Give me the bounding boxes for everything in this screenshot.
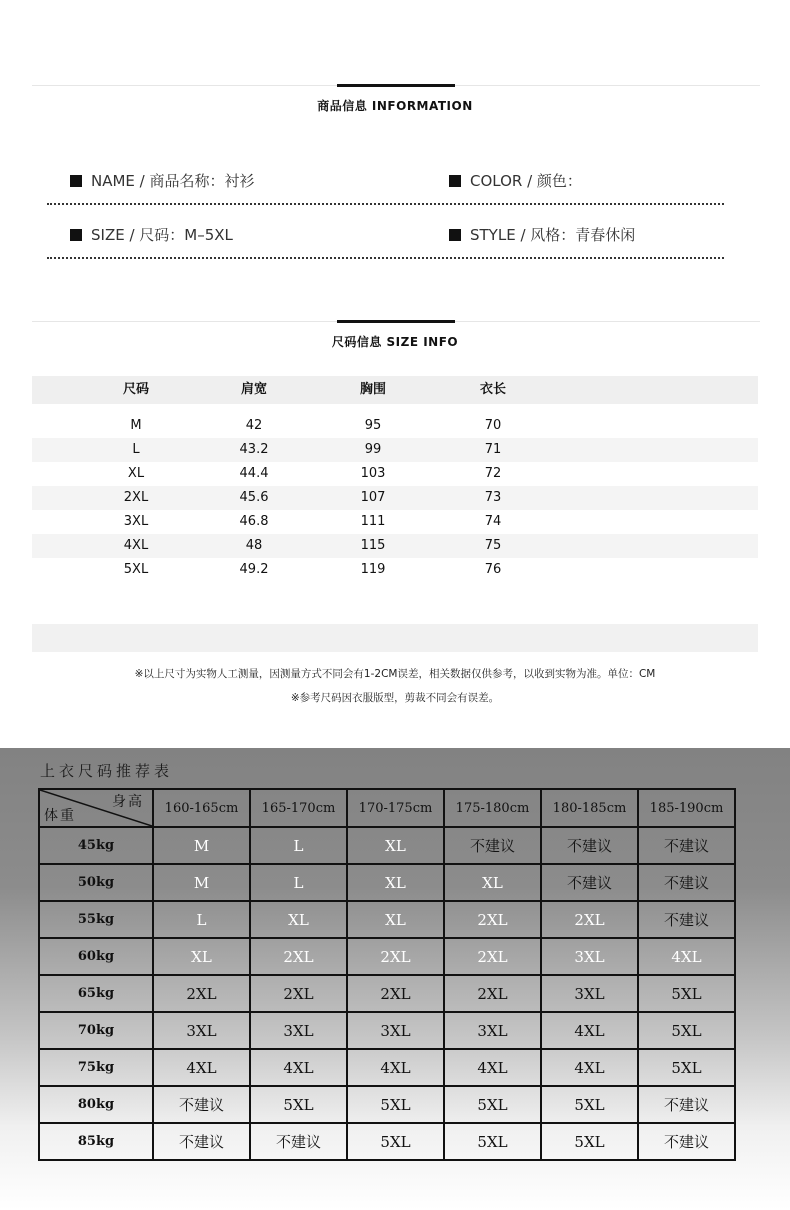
size-row [32, 414, 758, 438]
name-item [70, 170, 255, 191]
recommend-cell: 5XL [444, 1086, 541, 1123]
recommend-cell: 2XL [347, 975, 444, 1012]
cell-length: 73 [484, 490, 502, 505]
cell-length: 70 [484, 418, 502, 433]
size-table-header [32, 376, 758, 404]
recommend-cell: 不建议 [638, 827, 735, 864]
recommend-row [39, 975, 735, 1012]
square-bullet-icon [449, 229, 461, 241]
cell-size: 2XL [123, 490, 149, 505]
weight-cell: 70kg [39, 1012, 153, 1049]
height-header: 185-190cm [638, 789, 735, 827]
recommend-cell: 4XL [347, 1049, 444, 1086]
square-bullet-icon [449, 175, 461, 187]
corner-cell [39, 789, 153, 827]
name-label: NAME / 商品名称：衬衫 [91, 172, 255, 190]
recommend-cell: 3XL [250, 1012, 347, 1049]
size-item [70, 224, 233, 245]
recommend-cell: 2XL [541, 901, 638, 938]
cell-shoulder: 49.2 [239, 562, 269, 577]
recommend-cell: XL [347, 901, 444, 938]
style-label: STYLE / 风格：青春休闲 [470, 226, 636, 244]
recommend-cell: 不建议 [638, 1086, 735, 1123]
recommend-row [39, 864, 735, 901]
recommend-title: 上衣尺码推荐表 [40, 762, 174, 780]
header-shoulder: 肩宽 [240, 382, 268, 397]
recommend-cell: XL [153, 938, 250, 975]
recommend-row [39, 901, 735, 938]
recommend-row [39, 938, 735, 975]
recommend-header-row [39, 789, 735, 827]
weight-cell: 50kg [39, 864, 153, 901]
recommend-cell: 5XL [638, 975, 735, 1012]
cell-size: 5XL [123, 562, 149, 577]
recommend-cell: 不建议 [541, 864, 638, 901]
recommend-cell: 2XL [444, 975, 541, 1012]
size-rows [32, 414, 758, 582]
square-bullet-icon [70, 175, 82, 187]
recommend-cell: 2XL [347, 938, 444, 975]
weight-cell: 65kg [39, 975, 153, 1012]
height-header: 175-180cm [444, 789, 541, 827]
height-header: 160-165cm [153, 789, 250, 827]
recommend-cell: L [250, 827, 347, 864]
color-item [449, 170, 582, 191]
section-bar [337, 320, 455, 323]
header-length: 衣长 [479, 382, 507, 397]
weight-cell: 45kg [39, 827, 153, 864]
recommend-cell: 5XL [347, 1086, 444, 1123]
cell-chest: 111 [360, 514, 386, 529]
color-label: COLOR / 颜色： [470, 172, 582, 190]
cell-shoulder: 48 [245, 538, 263, 553]
header-chest: 胸围 [359, 382, 387, 397]
recommend-cell: 5XL [541, 1123, 638, 1160]
cell-chest: 99 [364, 442, 382, 457]
recommend-cell: 4XL [541, 1049, 638, 1086]
cell-shoulder: 42 [245, 418, 263, 433]
recommend-cell: 3XL [541, 938, 638, 975]
cell-chest: 95 [364, 418, 382, 433]
size-row [32, 558, 758, 582]
recommend-cell: 2XL [444, 938, 541, 975]
square-bullet-icon [70, 229, 82, 241]
recommend-row [39, 1049, 735, 1086]
cell-chest: 107 [360, 490, 386, 505]
recommend-table-body [39, 789, 735, 1160]
recommend-cell: 4XL [153, 1049, 250, 1086]
recommend-cell: 不建议 [638, 864, 735, 901]
fit-note: ※参考尺码因衣服版型，剪裁不同会有误差。 [290, 692, 500, 704]
cell-shoulder: 45.6 [239, 490, 269, 505]
recommend-cell: 2XL [250, 975, 347, 1012]
recommend-row [39, 1086, 735, 1123]
cell-shoulder: 46.8 [239, 514, 269, 529]
recommend-row [39, 827, 735, 864]
recommend-cell: XL [250, 901, 347, 938]
recommend-cell: 4XL [444, 1049, 541, 1086]
recommend-cell: 不建议 [153, 1086, 250, 1123]
recommend-cell: 2XL [444, 901, 541, 938]
cell-length: 76 [484, 562, 502, 577]
style-item [449, 224, 635, 245]
size-label: SIZE / 尺码：M–5XL [91, 226, 233, 244]
recommend-cell: 5XL [638, 1012, 735, 1049]
recommend-cell: 不建议 [444, 827, 541, 864]
recommend-cell: 4XL [638, 938, 735, 975]
recommend-row [39, 1123, 735, 1160]
cell-length: 74 [484, 514, 502, 529]
height-header: 165-170cm [250, 789, 347, 827]
recommend-cell: 不建议 [638, 1123, 735, 1160]
weight-cell: 60kg [39, 938, 153, 975]
cell-size: 4XL [123, 538, 149, 553]
cell-length: 71 [484, 442, 502, 457]
recommend-cell: 3XL [541, 975, 638, 1012]
measure-note: ※以上尺寸为实物人工测量，因测量方式不同会有1-2CM误差，相关数据仅供参考，以收到实物为准。单位：CM [134, 668, 656, 680]
corner-height-label: 身高 [112, 794, 144, 810]
recommend-cell: L [250, 864, 347, 901]
recommend-cell: 5XL [444, 1123, 541, 1160]
cell-length: 72 [484, 466, 502, 481]
size-row [32, 510, 758, 534]
recommend-cell: L [153, 901, 250, 938]
recommend-cell: 3XL [444, 1012, 541, 1049]
size-row [32, 462, 758, 486]
recommend-row [39, 1012, 735, 1049]
cell-chest: 115 [360, 538, 386, 553]
recommend-cell: 3XL [153, 1012, 250, 1049]
cell-size: L [132, 442, 140, 457]
recommend-cell: 2XL [250, 938, 347, 975]
weight-cell: 80kg [39, 1086, 153, 1123]
recommend-cell: 5XL [250, 1086, 347, 1123]
cell-chest: 103 [360, 466, 386, 481]
info-section-title: 商品信息 INFORMATION [317, 99, 473, 113]
section-bar [337, 84, 455, 87]
height-header: 180-185cm [541, 789, 638, 827]
dotted-divider [47, 203, 724, 205]
recommend-table [38, 788, 736, 1161]
recommend-cell: 3XL [347, 1012, 444, 1049]
recommend-cell: 5XL [347, 1123, 444, 1160]
weight-cell: 75kg [39, 1049, 153, 1086]
shade-band [32, 624, 758, 652]
recommend-cell: M [153, 864, 250, 901]
cell-shoulder: 43.2 [239, 442, 269, 457]
dotted-divider [47, 257, 724, 259]
cell-size: M [130, 418, 142, 433]
size-table [32, 376, 758, 582]
cell-length: 75 [484, 538, 502, 553]
recommend-cell: 2XL [153, 975, 250, 1012]
size-row [32, 438, 758, 462]
cell-chest: 119 [360, 562, 386, 577]
recommend-cell: 不建议 [541, 827, 638, 864]
weight-cell: 85kg [39, 1123, 153, 1160]
weight-cell: 55kg [39, 901, 153, 938]
recommend-cell: 不建议 [250, 1123, 347, 1160]
recommend-cell: XL [347, 827, 444, 864]
height-header: 170-175cm [347, 789, 444, 827]
recommend-cell: 5XL [638, 1049, 735, 1086]
recommend-cell: XL [444, 864, 541, 901]
recommend-cell: 4XL [250, 1049, 347, 1086]
recommend-cell: 5XL [541, 1086, 638, 1123]
cell-shoulder: 44.4 [239, 466, 269, 481]
size-row [32, 486, 758, 510]
recommend-cell: 4XL [541, 1012, 638, 1049]
cell-size: XL [127, 466, 145, 481]
size-row [32, 534, 758, 558]
corner-weight-label: 体重 [44, 808, 76, 824]
recommend-cell: 不建议 [638, 901, 735, 938]
size-section-title: 尺码信息 SIZE INFO [331, 335, 459, 349]
recommend-cell: XL [347, 864, 444, 901]
recommend-cell: M [153, 827, 250, 864]
recommend-section [0, 748, 790, 1210]
cell-size: 3XL [123, 514, 149, 529]
recommend-cell: 不建议 [153, 1123, 250, 1160]
header-size: 尺码 [122, 382, 150, 397]
